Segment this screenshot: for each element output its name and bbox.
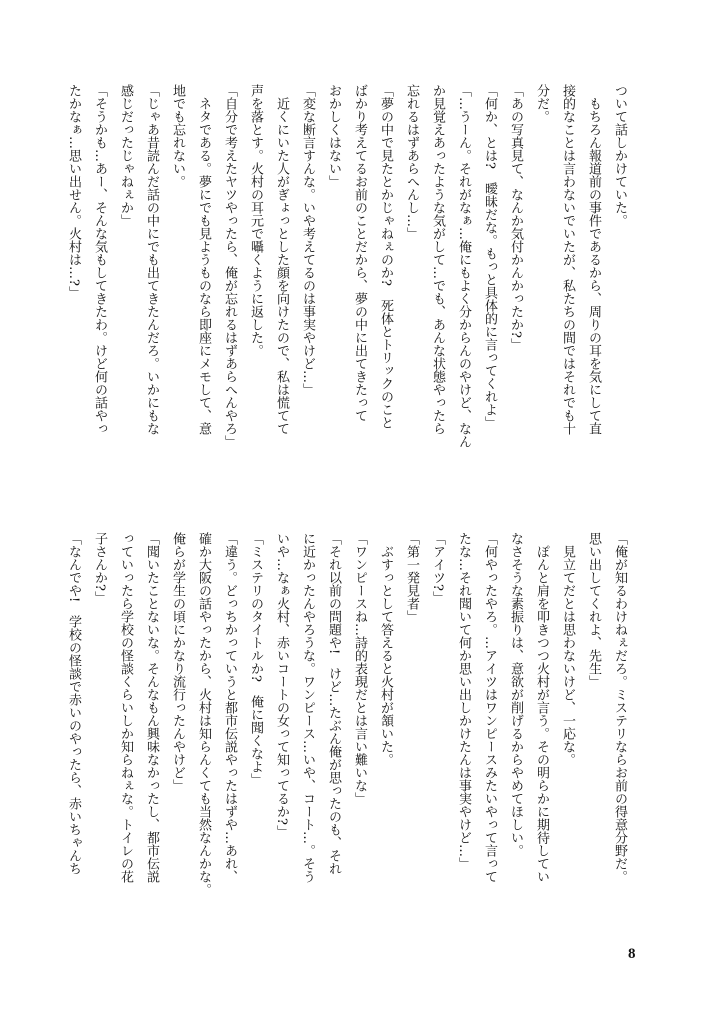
text-line: 「聞いたことないな。そんなもん興味なかったし、都市伝説: [144, 532, 159, 883]
text-line: たかなぁ…思い出せん。火村は…?」: [66, 84, 81, 299]
text-line: 「違う。どっちかっていうと都市伝説やったはずや…あれ、: [222, 532, 237, 883]
text-line: もちろん報道前の事件であるから、周りの耳を気にして直: [586, 84, 601, 435]
text-line: 思い出してくれよ、先生」: [586, 532, 601, 688]
text-line: 感じだったじゃねぇか」: [118, 84, 133, 227]
text-line: 忘れるはずあらへんし…」: [404, 84, 419, 240]
text-line: ネタである。夢にでも見ようものなら即座にメモして、意: [196, 84, 211, 435]
text-line: 分だ。: [534, 84, 549, 123]
text-line: 近くにいた人がぎょっとした顔を向けたので、私は慌てて: [274, 84, 289, 435]
text-line: なさそうな素振りは、意欲が削げるからやめてほしい。: [508, 532, 523, 857]
text-line: 「それ以前の問題や! けど…たぶん俺が思ったのも、それ: [326, 532, 341, 876]
text-line: 「なんでや! 学校の怪談で赤いのやったら、赤いちゃんち: [66, 532, 81, 876]
text-line: 「夢の中で見たとかじゃねぇのか? 死体とトリックのこと: [378, 84, 393, 429]
page-number: 8: [628, 946, 636, 962]
text-line: 声を落とす。火村の耳元で囁くように返した。: [248, 84, 263, 357]
text-line: っていったら学校の怪談くらいしか知らねぇな。トイレの花: [118, 532, 133, 883]
text-line: 地でも忘れない。: [170, 84, 185, 188]
text-line: ぽんと肩を叩きつつ火村が言う。その明らかに期待してい: [534, 532, 549, 883]
text-line: 「俺が知るわけねぇだろ。ミステリならお前の得意分野だ。: [612, 532, 627, 883]
text-line: 「ミステリのタイトルか? 俺に聞くなよ」: [248, 532, 263, 786]
text-line: 見立てだとは思わないけど、一応な。: [560, 532, 575, 766]
text-line: いや…なぁ火村、赤いコートの女って知ってるか?」: [274, 532, 289, 838]
text-line: 「…うーん。それがなぁ…俺にもよく分からんのやけど、なん: [456, 84, 471, 448]
text-line: 「何か、とは? 曖昧だな。もっと具体的に言ってくれよ」: [482, 84, 497, 429]
text-line: 「何やったやろ。…アイツはワンピースみたいやって言って: [482, 532, 497, 883]
text-line: 「アイツ?」: [430, 532, 445, 604]
text-line: ぶすっとして答えると火村が頷いた。: [378, 532, 393, 766]
text-line: ついて話しかけていた。: [612, 84, 627, 227]
text-block-upper: [66, 84, 628, 510]
text-line: 確か大阪の話やったから、火村は知らんくても当然なんかな。: [196, 532, 211, 896]
text-line: か見覚えあったような気がして…でも、あんな状態やったら: [430, 84, 445, 435]
text-line: 俺らが学生の頃にかなり流行ったんやけど」: [170, 532, 185, 792]
text-line: に近かったんやろうな。ワンピース…いや、コート…。そう: [300, 532, 315, 883]
text-line: 「自分で考えたヤツやったら、俺が忘れるはずあらへんやろ」: [222, 84, 237, 448]
text-line: たな…それ聞いて何か思い出しかけたんは事実やけど…」: [456, 532, 471, 870]
text-line: 「じゃあ昔読んだ話の中にでも出てきたんだろ。いかにもな: [144, 84, 159, 435]
text-line: 「あの写真見て、なんか気付かんかったか?」: [508, 84, 523, 351]
text-line: おかしくはない」: [326, 84, 341, 188]
text-line: 子さんか?」: [92, 532, 107, 604]
text-line: 「第一発見者」: [404, 532, 419, 623]
text-line: 「そうかも…あー、そんな気もしてきたわ。けど何の話やっ: [92, 84, 107, 435]
text-line: 「変な断言すんな。いや考えてるのは事実やけど…」: [300, 84, 315, 396]
text-line: 「ワンピースね…詩的表現だとは言い難いな」: [352, 532, 367, 805]
text-line: ばかり考えてるお前のことだから、夢の中に出てきたって: [352, 84, 367, 422]
text-line: 接的なことは言わないでいたが、私たちの間ではそれでも十: [560, 84, 575, 435]
text-block-lower: [66, 532, 628, 950]
